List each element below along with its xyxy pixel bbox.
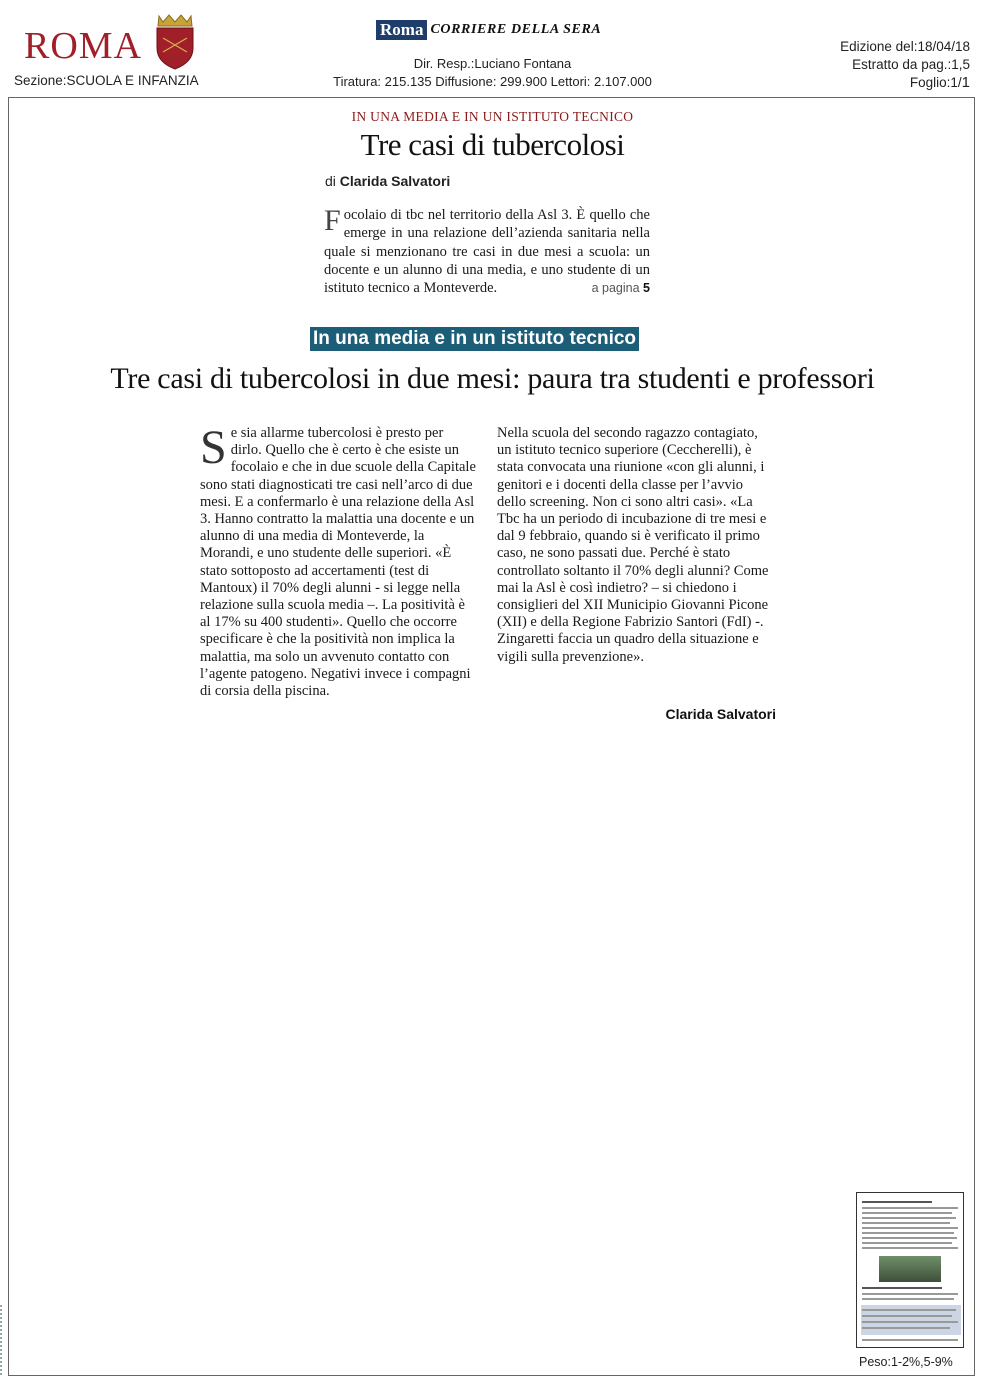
newspaper-logo (376, 20, 601, 40)
article-column-1-text: e sia allarme tubercolosi è presto per dirlo. Quello che è certo è che esiste un focolaio e che in due scuole della Capitale sono stati diagnosticati tre casi nell’arco di due mesi. E a confermarlo è una relazione della Asl 3. Hanno contratto la malattia una docente e un alunno di una media di Monteverde, la Morandi, e uno studente delle superiori. «È stato sottoposto ad accertamenti (test di Mantoux) il 70% degli alunni - si legge nella relazione sulla scuola media –. La positività è al 17% su 400 studenti». Quello che occorre specificare è che la positività non implica la malattia, ma solo un avvenuto contatto con l’agente patogeno. Negativi invece i compagni di corsia della piscina. (200, 425, 476, 700)
page-reference: a pagina 5 (591, 281, 650, 296)
margin-dots (0, 1305, 3, 1375)
newspaper-name: CORRIERE DELLA SERA (430, 22, 602, 37)
front-lead-paragraph (324, 206, 650, 297)
article-drop-cap: S (200, 421, 227, 474)
extract-pages: Estratto da pag.:1,5 (852, 57, 970, 72)
edition-meta (840, 38, 970, 92)
weight-label: Peso:1-2%,5-9% (859, 1355, 953, 1369)
newspaper-city: Roma (376, 20, 427, 40)
sheet-count: Foglio:1/1 (909, 74, 970, 91)
article-kicker: In una media e in un istituto tecnico (310, 327, 639, 351)
page-thumbnail (856, 1192, 964, 1348)
article-signature: Clarida Salvatori (665, 706, 776, 722)
article-column-2 (497, 425, 773, 666)
front-lead-text: ocolaio di tbc nel territorio della Asl 3. È quello che emerge in una relazione dell’azienda sanitaria nella quale si menzionano tre casi in due mesi a scuola: un docente e un alunno di una media, e uno studente di un istituto tecnico a Monteverde. (324, 207, 650, 297)
article-column-2-text: Nella scuola del secondo ragazzo contagiato, un istituto tecnico superiore (Ceccherelli), è stata convocata una riunione «con gli alunni, i genitori e i docenti della classe per l’avvio dello screening. Non ci sono altri casi». «La Tbc ha un periodo di incubazione di tre mesi e dal 9 febbraio, quando si è verificato il primo caso, ne sono passati due. Perché è stato controllato soltanto il 70% degli alunni? Come mai la Asl è così indietro? – si chiedono i consiglieri del XII Municipio Giovanni Picone (XII) e della Regione Fabrizio Santori (FdI) -. Zingaretti faccia un quadro della situazione e vigili sulla prevenzione». (497, 425, 769, 665)
front-title: Tre casi di tubercolosi (360, 127, 625, 162)
clipping-header (0, 0, 985, 97)
edition-date: Edizione del:18/04/18 (840, 39, 970, 54)
director-line: Dir. Resp.:Luciano Fontana (413, 56, 572, 71)
article-title: Tre casi di tubercolosi in due mesi: paura tra studenti e professori (110, 362, 875, 395)
article-column-1 (200, 421, 476, 700)
front-drop-cap: F (324, 204, 341, 237)
front-byline: di Clarida Salvatori (325, 173, 451, 189)
circulation-line: Tiratura: 215.135 Diffusione: 299.900 Lettori: 2.107.000 (333, 74, 652, 89)
section-label: Sezione:SCUOLA E INFANZIA (14, 73, 199, 88)
front-kicker: IN UNA MEDIA E IN UN ISTITUTO TECNICO (351, 109, 634, 124)
roma-logo: ROMA (24, 25, 143, 67)
